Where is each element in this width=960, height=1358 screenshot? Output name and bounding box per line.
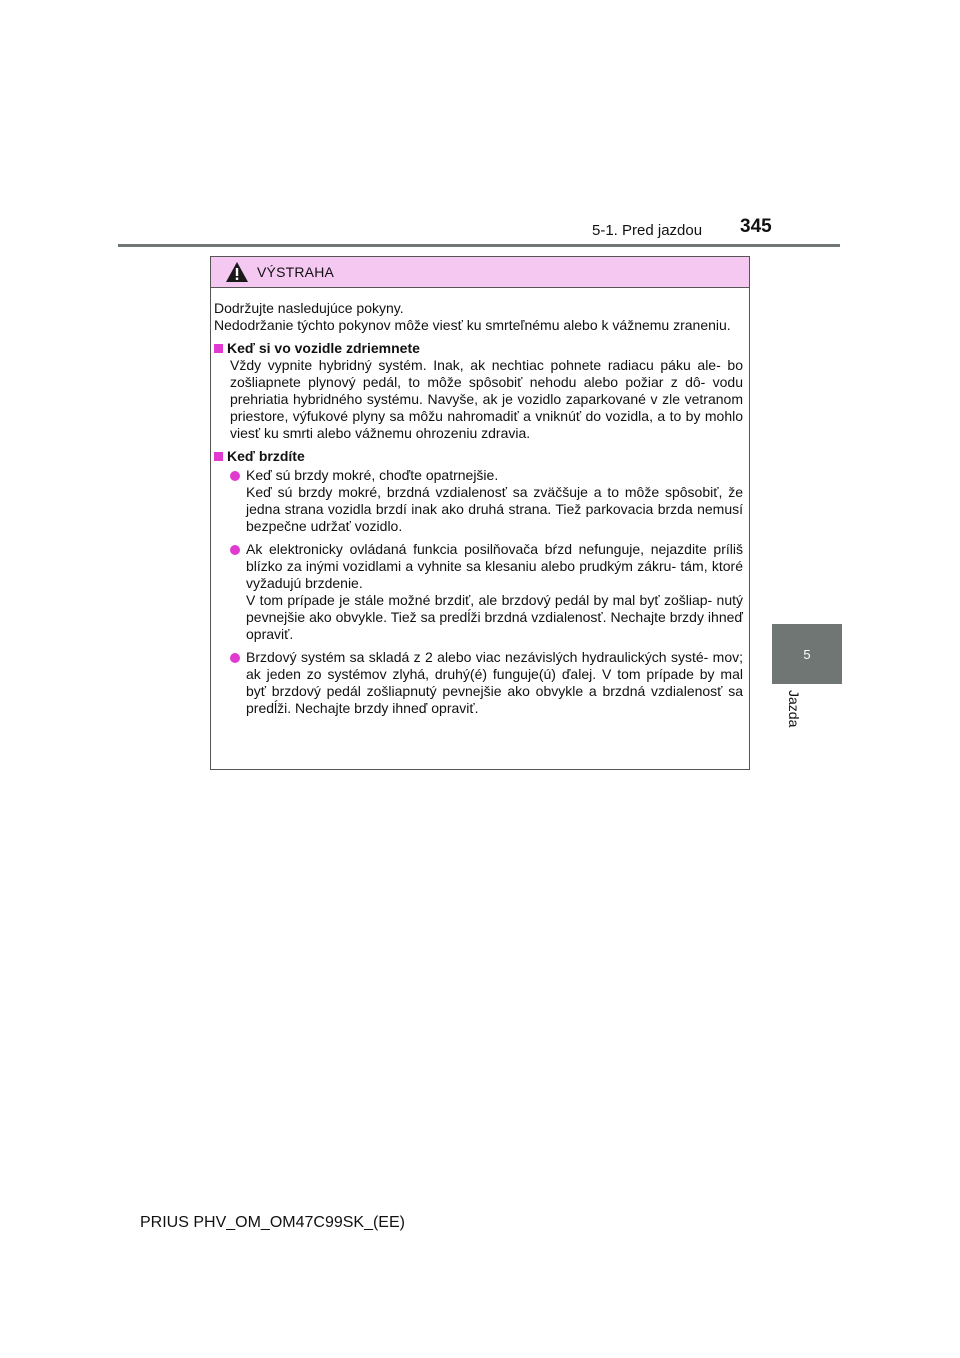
round-bullet-icon bbox=[230, 653, 240, 663]
bullet-line: Keď sú brzdy mokré, brzdná vzdialenosť sa zväčšuje a to môže spôsobiť, že jedna strana vozidla brzdí inak ako druhá strana. Tiež parkovacia brzda nemusí bezpečne udržať vozidlo. bbox=[246, 484, 743, 534]
bullet-line: Ak elektronicky ovládaná funkcia posilňovača bŕzd nefunguje, nejazdite príliš blízko za inými vozidlami a vyhnite sa klesaniu alebo prudkým zákru- tám, ktoré vyžadujú brzdenie. bbox=[246, 541, 743, 591]
header-section-title: 5-1. Pred jazdou bbox=[592, 222, 703, 239]
intro-line: Dodržujte nasledujúce pokyny. bbox=[214, 300, 404, 316]
bullet-line: Brzdový systém sa skladá z 2 alebo viac nezávislých hydraulických systé- mov; ak jeden zo systémov zlyhá, druhý(é) funguje(ú) ďalej. V tom prípade by mal byť brzdový pedál zošliapnutý pevnejšie ako obvykle a brzdná vzdialenosť sa predĺži. Nechajte brzdy ihneď opraviť. bbox=[246, 649, 743, 716]
page-number: 345 bbox=[740, 216, 772, 237]
warning-triangle-icon bbox=[225, 261, 249, 283]
intro-line: Nedodržanie týchto pokynov môže viesť ku smrteľnému alebo k vážnemu zraneniu. bbox=[214, 317, 731, 333]
bullet-text bbox=[246, 649, 743, 717]
section-title bbox=[214, 340, 743, 357]
section-title-text: Keď brzdíte bbox=[227, 448, 305, 464]
bullet-line: Keď sú brzdy mokré, choďte opatrnejšie. bbox=[246, 467, 499, 483]
section-braking bbox=[214, 448, 743, 717]
bullet-line: V tom prípade je stále možné brzdiť, ale brzdový pedál by mal byť zošliap- nutý pevnejšie ako obvykle. Tiež sa predĺži brzdná vzdialenosť. Nechajte brzdy ihneď opraviť. bbox=[246, 592, 743, 642]
chapter-label: Jazda bbox=[786, 690, 802, 728]
warning-intro bbox=[214, 300, 743, 334]
bullet-item bbox=[230, 541, 743, 643]
chapter-tab bbox=[772, 624, 842, 684]
square-bullet-icon bbox=[214, 452, 223, 461]
bullet-item bbox=[230, 649, 743, 717]
footer-document-code: PRIUS PHV_OM_OM47C99SK_(EE) bbox=[140, 1214, 405, 1231]
round-bullet-icon bbox=[230, 545, 240, 555]
bullet-text bbox=[246, 467, 743, 535]
square-bullet-icon bbox=[214, 344, 223, 353]
section-title bbox=[214, 448, 743, 465]
warning-header bbox=[211, 257, 749, 288]
section-text: Vždy vypnite hybridný systém. Inak, ak nechtiac pohnete radiacu páku ale- bo zošliapnete plynový pedál, to môže spôsobiť nehodu alebo požiar z dô- vodu prehriatia hybridného systému. Navyše, ak je vozidlo zaparkované v zle vetranom priestore, výfukové plyny sa môžu nahromadiť a vniknúť do vozidla, a to by mohlo viesť ku smrti alebo vážnemu ohrozeniu zdravia. bbox=[230, 357, 743, 441]
header-rule bbox=[118, 244, 840, 247]
warning-box bbox=[210, 256, 750, 770]
warning-body bbox=[211, 288, 749, 717]
warning-title: VÝSTRAHA bbox=[257, 264, 335, 280]
round-bullet-icon bbox=[230, 471, 240, 481]
chapter-number: 5 bbox=[803, 646, 811, 662]
bullet-item bbox=[230, 467, 743, 535]
section-title-text: Keď si vo vozidle zdriemnete bbox=[227, 340, 420, 356]
bullet-text bbox=[246, 541, 743, 643]
section-sleeping bbox=[214, 340, 743, 442]
